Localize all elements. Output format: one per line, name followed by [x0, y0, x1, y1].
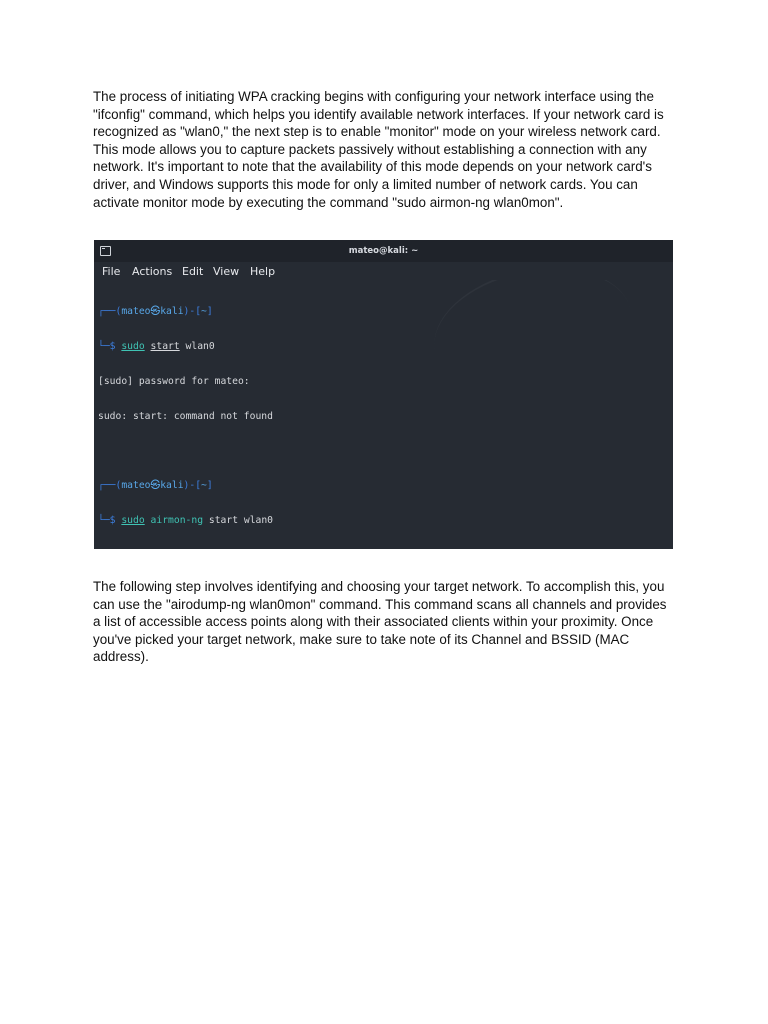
menu-view[interactable]: View	[213, 265, 240, 278]
terminal-title: mateo@kali: ~	[348, 246, 419, 256]
prompt-line-1: ┌──(mateo㉿kali)-[~]	[98, 306, 213, 318]
menu-edit[interactable]: Edit	[182, 265, 204, 278]
command-line-2: └─$ sudo airmon-ng start wlan0	[98, 514, 274, 526]
output-line: [sudo] password for mateo:	[98, 375, 250, 387]
paragraph-target-network: The following step involves identifying and choosing your target network. To accomplish this, you can use the "airodump-ng wlan0mon" command. This command scans all channels and provides a list of accessible access points along with their associated clients within your proximity. Once you've picked your target network, make sure to take note of its Channel and BSSID (MAC address).	[93, 579, 667, 665]
menu-file[interactable]: File	[102, 265, 121, 278]
prompt-line-2: ┌──(mateo㉿kali)-[~]	[98, 480, 213, 492]
terminal-screenshot	[94, 240, 673, 549]
paragraph-intro: The process of initiating WPA cracking begins with configuring your network interface using the "ifconfig" command, which helps you identify available network interfaces. If your network card is recognized as "wlan0," the next step is to enable "monitor" mode on your wireless network card. This mode allows you to capture packets passively without establishing a connection with any network. It's important to note that the availability of this mode depends on your network card's driver, and Windows supports this mode for only a limited number of network cards. You can activate monitor mode by executing the command "sudo airmon-ng wlan0mon".	[93, 89, 664, 210]
menu-help[interactable]: Help	[250, 265, 276, 278]
menu-actions[interactable]: Actions	[132, 265, 173, 278]
command-line-1: └─$ sudo start wlan0	[98, 340, 215, 352]
terminal-titlebar	[94, 240, 673, 262]
output-line: sudo: start: command not found	[98, 410, 273, 422]
terminal-output	[98, 283, 668, 549]
terminal-menubar	[94, 262, 673, 280]
